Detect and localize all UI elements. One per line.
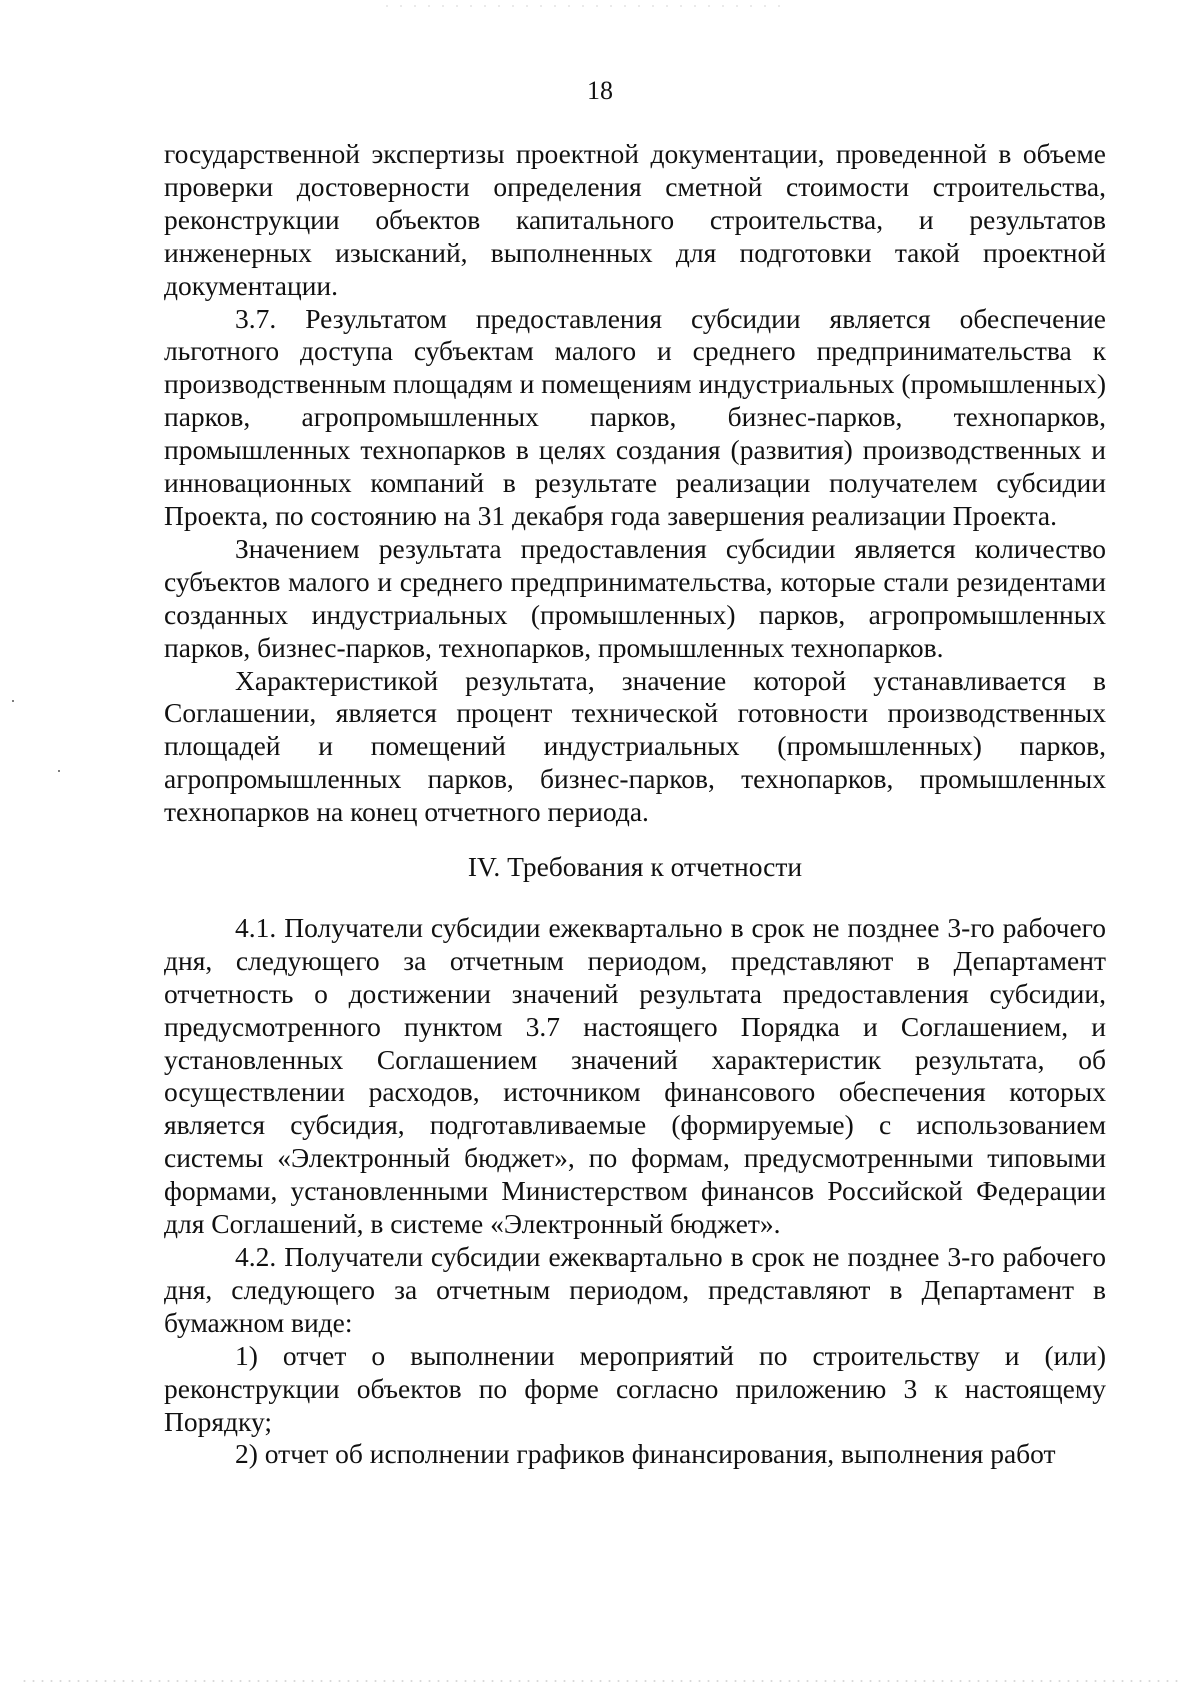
scan-noise-top bbox=[380, 4, 780, 8]
scan-speck bbox=[12, 700, 14, 702]
scan-noise-bottom bbox=[20, 1678, 1180, 1684]
scan-speck bbox=[58, 770, 60, 772]
list-item-2: 2) отчет об исполнении графиков финансирования, выполнения работ bbox=[235, 1438, 1056, 1470]
list-item-1: 1) отчет о выполнении мероприятий по строительству и (или) реконструкции объектов по форме согласно приложению 3 к настоящему Порядку; bbox=[164, 1339, 1106, 1437]
section-heading: IV. Требования к отчетности bbox=[467, 851, 803, 883]
paragraph-continuation: государственной экспертизы проектной документации, проведенной в объеме проверки достоверности определения сметной стоимости строительства, реконструкции объектов капитального строительства, и результатов инженерных изысканий, выполненных для подготовки такой проектной документации. bbox=[164, 138, 1106, 301]
paragraph-4-1: 4.1. Получатели субсидии ежеквартально в срок не позднее 3-го рабочего дня, следующего за отчетным периодом, представляют в Департамент отчетность о достижении значений результата предоставления субсидии, предусмотренного пунктом 3.7 настоящего Порядка и Соглашением, и установленных Соглашением значений характеристик результата, об осуществлении расходов, источником финансового обеспечения которых является субсидия, подготавливаемые (формируемые) с использованием системы «Электронный бюджет», по формам, предусмотренными типовыми формами, установленными Министерством финансов Российской Федерации для Соглашений, в системе «Электронный бюджет». bbox=[164, 911, 1106, 1240]
paragraph-4-2: 4.2. Получатели субсидии ежеквартально в срок не позднее 3-го рабочего дня, следующего за отчетным периодом, представляют в Департамент в бумажном виде: bbox=[164, 1241, 1106, 1338]
page-number: 18 bbox=[587, 76, 613, 105]
paragraph-result-value: Значением результата предоставления субсидии является количество субъектов малого и среднего предпринимательства, которые стали резидентами созданных индустриальных (промышленных) парков, агропромышленных парков, бизнес-парков, технопарков, промышленных технопарков. bbox=[164, 532, 1106, 663]
paragraph-3-7: 3.7. Результатом предоставления субсидии является обеспечение льготного доступа субъектам малого и среднего предпринимательства к производственным площадям и помещениям индустриальных (промышленных) парков, агропромышленных парков, бизнес-парков, технопарков, промышленных технопарков в целях создания (развития) производственных и инновационных компаний в результате реализации получателем субсидии Проекта, по состоянию на 31 декабря года завершения реализации Проекта. bbox=[164, 302, 1106, 531]
document-body bbox=[164, 138, 1106, 1471]
paragraph-result-characteristic: Характеристикой результата, значение которой устанавливается в Соглашении, является процент технической готовности производственных площадей и помещений индустриальных (промышленных) парков, агропромышленных парков, бизнес-парков, технопарков, промышленных технопарков на конец отчетного периода. bbox=[164, 664, 1106, 828]
